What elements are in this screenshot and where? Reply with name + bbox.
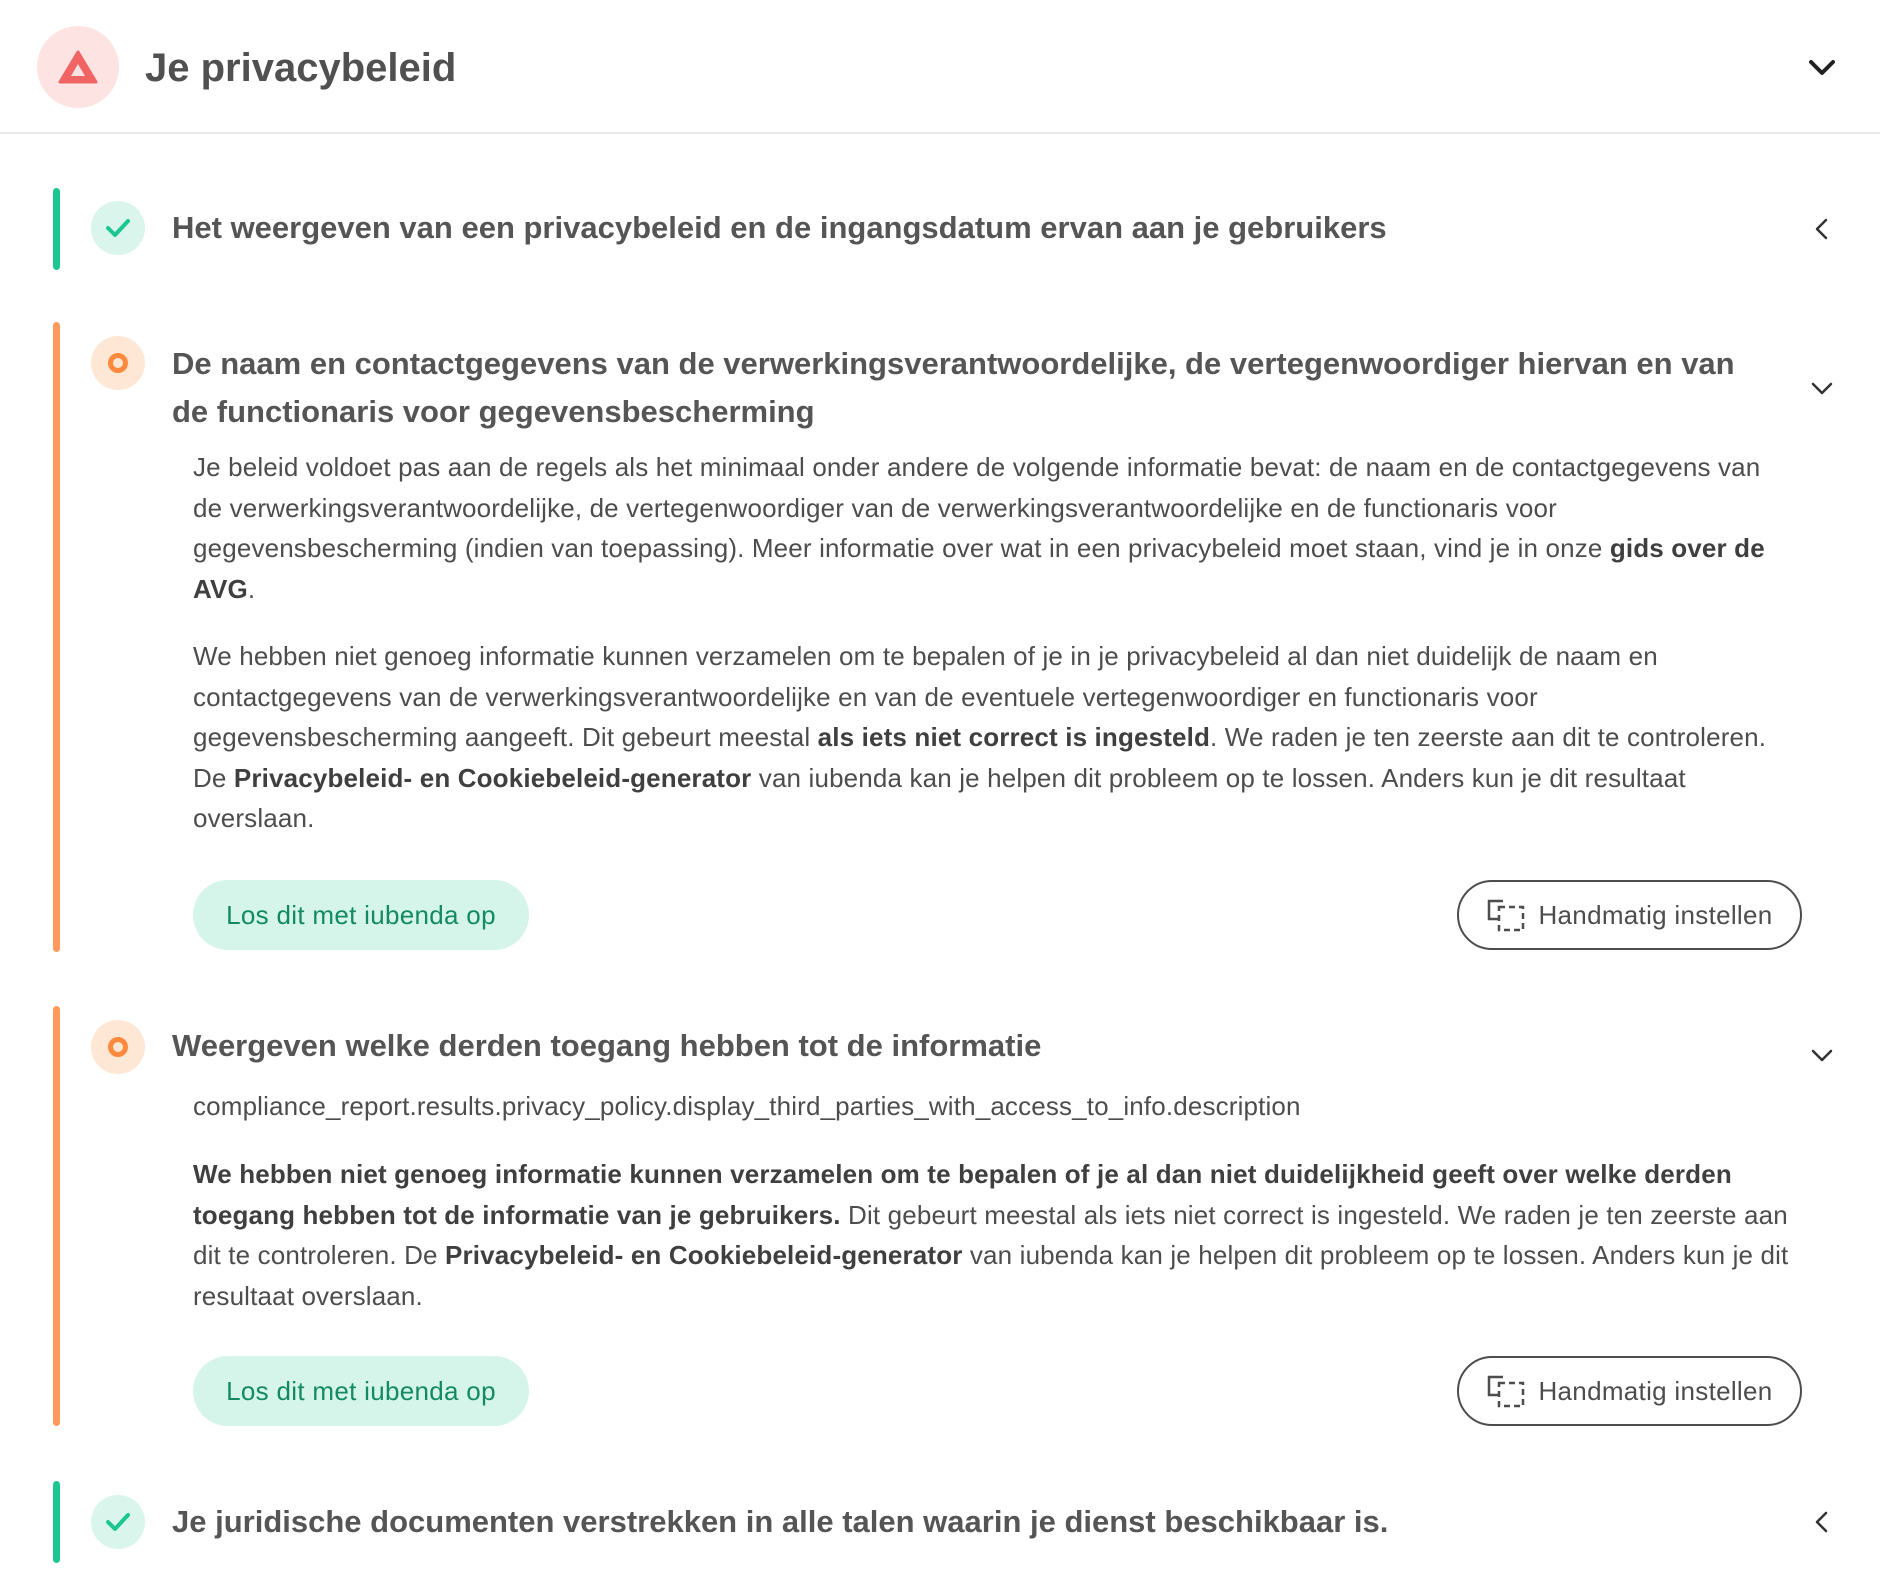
manual-setup-icon xyxy=(1486,896,1526,934)
fix-with-iubenda-button[interactable]: Los dit met iubenda op xyxy=(193,1356,529,1426)
item-title[interactable]: Het weergeven van een privacybeleid en de ingangsdatum ervan aan je gebruikers xyxy=(172,210,1387,245)
status-bar xyxy=(53,1481,60,1563)
section-title: Je privacybeleid xyxy=(145,46,457,90)
manual-setup-label: Handmatig instellen xyxy=(1538,1375,1773,1406)
status-warning-badge xyxy=(91,336,145,390)
avg-guide-link[interactable]: gids over de AVG xyxy=(193,533,1765,604)
manual-setup-label: Handmatig instellen xyxy=(1538,899,1773,930)
manual-setup-button[interactable] xyxy=(1457,880,1802,950)
warning-triangle-icon xyxy=(58,50,98,84)
status-bar xyxy=(53,322,60,952)
status-ok-badge xyxy=(91,1495,145,1549)
check-item-legal-documents-languages[interactable] xyxy=(0,1481,1880,1563)
chevron-down-icon[interactable] xyxy=(1806,56,1838,80)
item-title[interactable]: Je juridische documenten verstrekken in alle talen waarin je dienst beschikbaar is. xyxy=(172,1504,1389,1539)
chevron-left-icon[interactable] xyxy=(1808,215,1836,243)
check-item-third-parties xyxy=(0,1006,1880,1426)
item-title[interactable]: Weergeven welke derden toegang hebben tot de informatie xyxy=(172,1028,1042,1063)
warning-ring-icon xyxy=(108,353,128,373)
checkmark-icon xyxy=(105,1512,131,1532)
item-result-explanation: We hebben niet genoeg informatie kunnen verzamelen om te bepalen of je in je privacybeleid al dan niet duidelijk de naam en contactgegevens van de verwerkingsverantwoordelijke en van de eventuele vertegenwoordiger en functionaris voor gegevensbescherming aangeeft. Dit gebeurt meestal als iets niet correct is ingesteld. We raden je ten zeerste aan dit te controleren. De Privacybeleid- en Cookiebeleid-generator van iubenda kan je helpen dit probleem op te lossen. Anders kun je dit resultaat overslaan. xyxy=(193,641,1767,833)
chevron-down-icon[interactable] xyxy=(1808,1041,1836,1069)
item-description: compliance_report.results.privacy_policy.display_third_parties_with_access_to_info.description xyxy=(193,1091,1301,1121)
chevron-down-icon[interactable] xyxy=(1808,374,1836,402)
fix-with-iubenda-button[interactable]: Los dit met iubenda op xyxy=(193,880,529,950)
item-title[interactable]: De naam en contactgegevens van de verwerkingsverantwoordelijke, de vertegenwoordiger hiervan en van de functionaris voor gegevensbescherming xyxy=(172,346,1735,429)
chevron-left-icon[interactable] xyxy=(1808,1508,1836,1536)
check-item-controller-contact xyxy=(0,322,1880,952)
warning-badge xyxy=(37,26,119,108)
item-description: Je beleid voldoet pas aan de regels als het minimaal onder andere de volgende informatie bevat: de naam en de contactgegevens van de verwerkingsverantwoordelijke, de vertegenwoordiger van de verwerkingsverantwoordelijke en de functionaris voor gegevensbescherming (indien van toepassing). Meer informatie over wat in een privacybeleid moet staan, vind je in onze gids over de AVG. xyxy=(193,452,1765,604)
checkmark-icon xyxy=(105,218,131,238)
status-ok-badge xyxy=(91,201,145,255)
warning-ring-icon xyxy=(108,1037,128,1057)
item-result-explanation: We hebben niet genoeg informatie kunnen verzamelen om te bepalen of je al dan niet duidelijkheid geeft over welke derden toegang hebben tot de informatie van je gebruikers. Dit gebeurt meestal als iets niet correct is ingesteld. We raden je ten zeerste aan dit te controleren. De Privacybeleid- en Cookiebeleid-generator van iubenda kan je helpen dit probleem op te lossen. Anders kun je dit resultaat overslaan. xyxy=(193,1159,1789,1311)
section-header[interactable] xyxy=(0,0,1880,134)
status-bar xyxy=(53,1006,60,1426)
manual-setup-icon xyxy=(1486,1372,1526,1410)
manual-setup-button[interactable] xyxy=(1457,1356,1802,1426)
status-warning-badge xyxy=(91,1020,145,1074)
check-item-privacy-policy-display[interactable] xyxy=(0,188,1880,270)
status-bar xyxy=(53,188,60,270)
